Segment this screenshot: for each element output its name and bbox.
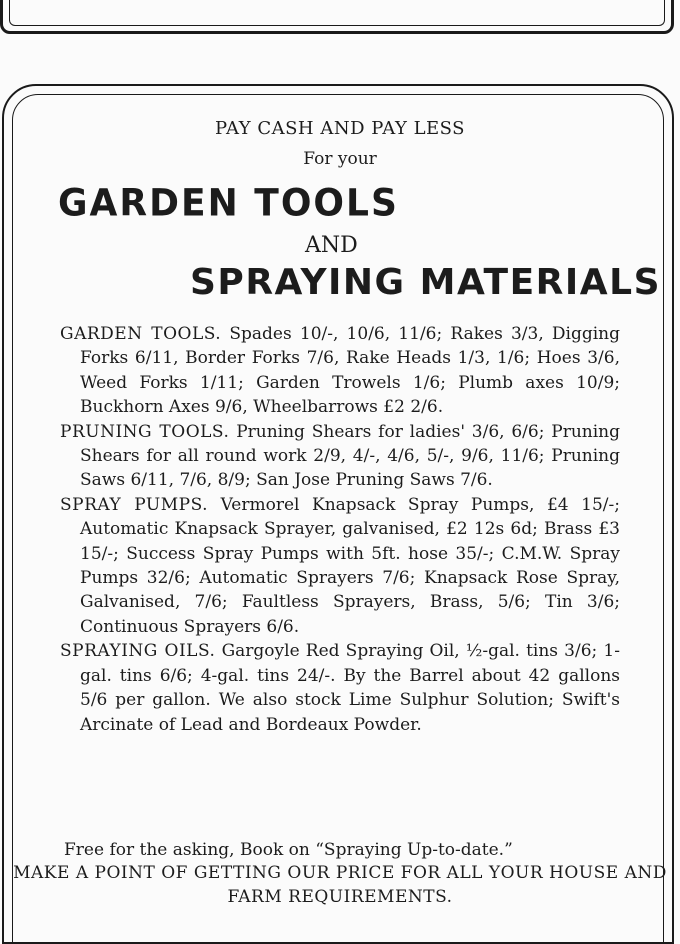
pruning-tools-section (60, 420, 620, 493)
free-book-offer: Free for the asking, Book on “Spraying Up-to-date.” (64, 840, 513, 860)
spraying-oils-section (60, 639, 620, 737)
section-title: SPRAYING OILS. (60, 641, 216, 662)
section-title: SPRAY PUMPS. (60, 494, 209, 515)
price-list (60, 322, 620, 737)
spray-pumps-section (60, 493, 620, 639)
garden-tools-heading: GARDEN TOOLS (58, 181, 399, 226)
closing-slogan: MAKE A POINT OF GETTING OUR PRICE FOR ALL YOUR HOUSE AND FARM REQUIREMENTS. (13, 863, 667, 907)
section-text: Spades 10/-, 10/6, 11/6; Rakes 3/3, Digging Forks 6/11, Border Forks 7/6, Rake Heads 1/3, 1/6; Hoes 3/6, Weed Forks 1/11; Garden Trowels 1/6; Plumb axes 10/9; Buckhorn Axes 9/6, Wheelbarrows £2 2/6. (80, 324, 620, 418)
garden-tools-section (60, 322, 620, 420)
for-your-line: For your (303, 149, 377, 169)
section-title: GARDEN TOOLS. (60, 324, 222, 344)
section-text: Gargoyle Red Spraying Oil, ½-gal. tins 3/6; 1-gal. tins 6/6; 4-gal. tins 24/-. By the Barrel about 42 gallons 5/6 per gallon. We also stock Lime Sulphur Solution; Swift's Arcinate of Lead and Bordeaux Powder. (80, 641, 620, 735)
previous-ad-border (0, 0, 674, 34)
pay-cash-slogan: PAY CASH AND PAY LESS (214, 118, 466, 139)
section-title: PRUNING TOOLS. (60, 421, 230, 442)
section-text: Pruning Shears for ladies' 3/6, 6/6; Pruning Shears for all round work 2/9, 4/-, 4/6, 5/-, 9/6, 11/6; Pruning Saws 6/11, 7/6, 8/9; San Jose Pruning Saws 7/6. (80, 421, 620, 491)
section-text: Vermorel Knapsack Spray Pumps, £4 15/-; Automatic Knapsack Sprayer, galvanised, £2 12s 6d; Brass £3 15/-; Success Spray Pumps with 5ft. hose 35/-; C.M.W. Spray Pumps 32/6; Automatic Sprayers 7/6; Knapsack Rose Spray, Galvanised, 7/6; Faultless Sprayers, Brass, 5/6; Tin 3/6; Continuous Sprayers 6/6. (80, 494, 620, 637)
and-connector: AND (305, 233, 358, 258)
spraying-materials-heading: SPRAYING MATERIALS (190, 262, 662, 303)
